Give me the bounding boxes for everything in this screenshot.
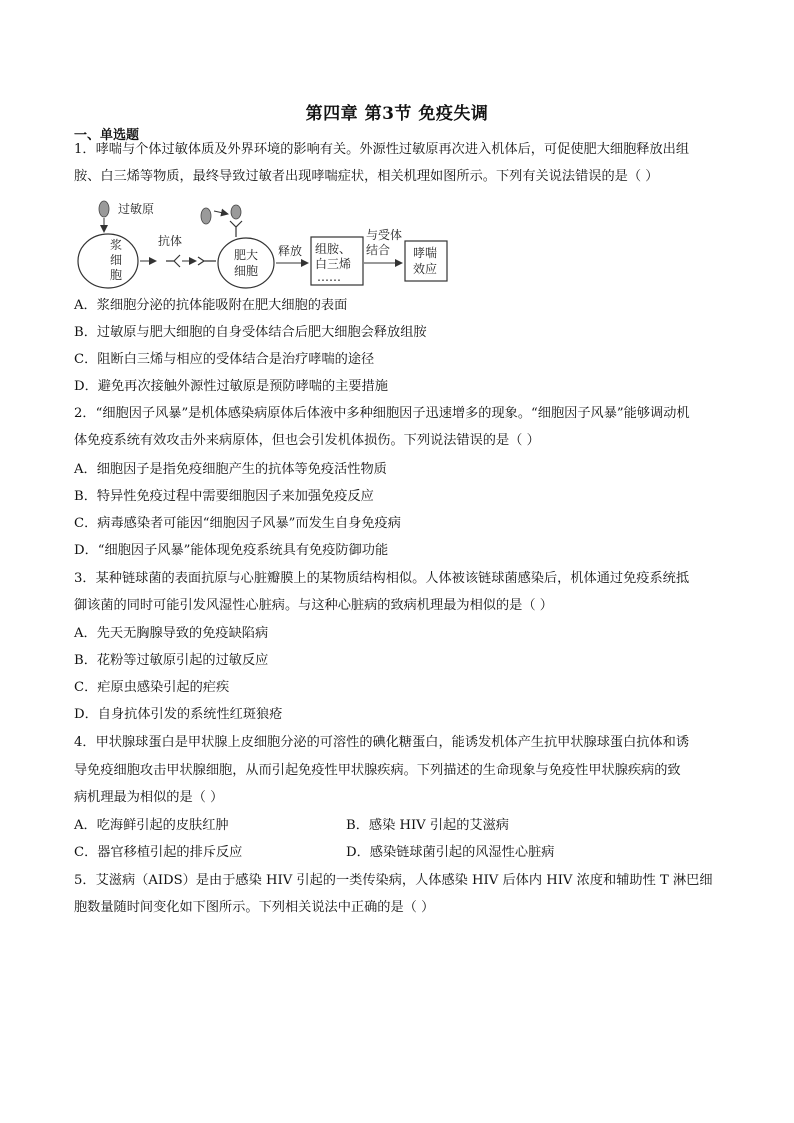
q5-stem-line-1: 5．艾滋病（AIDS）是由于感染 HIV 引起的一类传染病，人体感染 HIV 后体内 HIV 浓度和辅助性 T 淋巴细: [74, 873, 713, 888]
q1-stem-line-1: 1．哮喘与个体过敏体质及外界环境的影响有关。外源性过敏原再次进入机体后，可促使肥大细胞释放出组: [74, 142, 690, 157]
q1-option-d: D．避免再次接触外源性过敏原是预防哮喘的主要措施: [74, 379, 388, 394]
receptor-antibody-icon: [230, 221, 242, 237]
q4-option-a: A．吃海鲜引起的皮肤红肿: [74, 818, 229, 833]
q1-option-b: B．过敏原与肥大细胞的自身受体结合后肥大细胞会释放组胺: [74, 325, 427, 340]
q2-option-b: B．特异性免疫过程中需要细胞因子来加强免疫反应: [74, 489, 374, 504]
bound-allergen-icon: [231, 205, 241, 219]
substances-label-1: 组胺、: [315, 242, 352, 256]
antibody-label: 抗体: [158, 234, 183, 248]
substances-label-3: ……: [317, 270, 341, 284]
q1-option-a: A．浆细胞分泌的抗体能吸附在肥大细胞的表面: [74, 298, 348, 313]
effect-label-2: 效应: [413, 262, 438, 276]
q2-option-a: A．细胞因子是指免疫细胞产生的抗体等免疫活性物质: [74, 462, 387, 477]
q1-stem-line-2: 胺、白三烯等物质，最终导致过敏者出现哮喘症状，相关机理如图所示。下列有关说法错误的是（ ）: [74, 169, 659, 184]
bind-label-1: 与受体: [366, 228, 403, 242]
allergen-label: 过敏原: [118, 202, 155, 216]
q3-option-c: C．疟原虫感染引起的疟疾: [74, 680, 230, 695]
q5-stem-line-2: 胞数量随时间变化如下图所示。下列相关说法中正确的是（ ）: [74, 900, 435, 915]
q3-option-d: D．自身抗体引发的系统性红斑狼疮: [74, 707, 283, 722]
q3-option-a: A．先天无胸腺导致的免疫缺陷病: [74, 626, 269, 641]
allergen-icon: [99, 201, 109, 217]
q2-option-c: C．病毒感染者可能因“细胞因子风暴”而发生自身免疫病: [74, 516, 401, 531]
plasma-cell-shape: [78, 234, 138, 288]
q4-option-b: B．感染 HIV 引起的艾滋病: [346, 818, 509, 833]
plasma-cell-label-3: 胞: [110, 268, 123, 282]
q3-stem-line-1: 3．某种链球菌的表面抗原与心脏瓣膜上的某物质结构相似。人体被该链球菌感染后，机体通过免疫系统抵: [74, 571, 690, 586]
q4-option-d: D．感染链球菌引起的风湿性心脏病: [346, 845, 555, 860]
plasma-cell-label-2: 细: [110, 253, 123, 267]
q4-stem-line-2: 导免疫细胞攻击甲状腺细胞，从而引起免疫性甲状腺疾病。下列描述的生命现象与免疫性甲状腺疾病的致: [74, 763, 681, 778]
antibody-icon: [166, 255, 180, 267]
bind-label-2: 结合: [366, 243, 391, 257]
bound-antibody-icon: [198, 257, 216, 265]
q2-stem-line-2: 体免疫系统有效攻击外来病原体，但也会引发机体损伤。下列说法错误的是（ ）: [74, 433, 540, 448]
page-title: 第四章 第3节 免疫失调: [305, 104, 489, 124]
plasma-cell-label-1: 浆: [110, 238, 123, 252]
effect-label-1: 哮喘: [413, 246, 438, 260]
section-heading: 一、单选题: [74, 128, 140, 143]
q3-stem-line-2: 御该菌的同时可能引发风湿性心脏病。与这种心脏病的致病机理最为相似的是（ ）: [74, 598, 553, 613]
mast-cell-label-2: 细胞: [234, 264, 259, 278]
substances-label-2: 白三烯: [315, 257, 352, 271]
q2-option-d: D．“细胞因子风暴”能体现免疫系统具有免疫防御功能: [74, 543, 389, 558]
q4-option-c: C．器官移植引起的排斥反应: [74, 845, 243, 860]
q1-mechanism-diagram: [74, 197, 454, 293]
q4-stem-line-3: 病机理最为相似的是（ ）: [74, 790, 224, 805]
mast-cell-label-1: 肥大: [234, 248, 259, 262]
q4-stem-line-1: 4．甲状腺球蛋白是甲状腺上皮细胞分泌的可溶性的碘化糖蛋白，能诱发机体产生抗甲状腺球蛋白抗体和诱: [74, 735, 690, 750]
mast-cell-shape: [218, 238, 274, 288]
q3-option-b: B．花粉等过敏原引起的过敏反应: [74, 653, 269, 668]
q2-stem-line-1: 2．“细胞因子风暴”是机体感染病原体后体液中多种细胞因子迅速增多的现象。“细胞因子风暴”能够调动机: [74, 406, 690, 421]
allergen-icon-2: [201, 208, 211, 224]
q1-option-c: C．阻断白三烯与相应的受体结合是治疗哮喘的途径: [74, 352, 375, 367]
release-label: 释放: [278, 244, 303, 258]
